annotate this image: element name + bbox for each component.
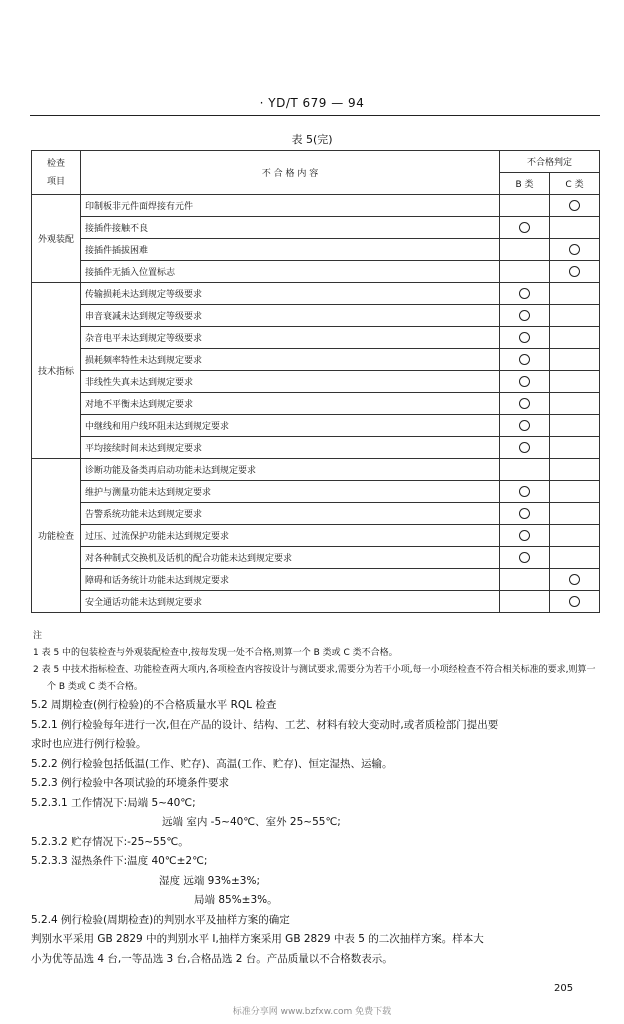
- nonconformity-text: 对各种制式交换机及话机的配合功能未达到规定要求: [81, 547, 500, 569]
- body-text: [31, 696, 601, 969]
- footer-watermark: 标准分享网 www.bzfxw.com 免费下载: [232, 1007, 392, 1017]
- b-class-mark-cell: [500, 371, 550, 393]
- c-class-mark-cell: [550, 327, 600, 349]
- c-class-mark-cell: [550, 459, 600, 481]
- c-class-mark-cell: [550, 481, 600, 503]
- c-class-mark-cell: [550, 569, 600, 591]
- circle-mark-icon: [519, 486, 530, 497]
- nonconformity-text: 平均接续时间未达到规定要求: [81, 437, 500, 459]
- nonconformity-text: 安全通话功能未达到规定要求: [81, 591, 500, 613]
- table-row: [32, 459, 600, 481]
- circle-mark-icon: [569, 200, 580, 211]
- table-title: 表 5(完): [291, 133, 333, 146]
- b-class-mark-cell: [500, 481, 550, 503]
- table-row: [32, 305, 600, 327]
- circle-mark-icon: [519, 552, 530, 563]
- c-class-mark-cell: [550, 415, 600, 437]
- c-class-mark-cell: [550, 217, 600, 239]
- nonconformity-text: 传输损耗未达到规定等级要求: [81, 283, 500, 305]
- section-5-2-2: 5.2.2 例行检验包括低温(工作、贮存)、高温(工作、贮存)、恒定湿热、运输。: [31, 757, 393, 770]
- table-row: [32, 547, 600, 569]
- b-class-mark-cell: [500, 327, 550, 349]
- circle-mark-icon: [519, 508, 530, 519]
- section-5-2-3: 5.2.3 例行检验中各项试验的环境条件要求: [31, 777, 230, 789]
- b-class-mark-cell: [500, 349, 550, 371]
- note-item-2: 2 表 5 中技术指标检查、功能检查两大项内,各项检查内容按设计与测试要求,需要分为若干小项,每一小项经检查不符合相关标准的要求,则算一个 B 类或 C 类不合格。: [33, 665, 596, 692]
- b-class-mark-cell: [500, 195, 550, 217]
- circle-mark-icon: [519, 310, 530, 321]
- table-row: [32, 217, 600, 239]
- c-class-mark-cell: [550, 195, 600, 217]
- circle-mark-icon: [519, 332, 530, 343]
- notes: [33, 628, 599, 696]
- nonconformity-text: 中继线和用户线环阻未达到规定要求: [81, 415, 500, 437]
- b-class-mark-cell: [500, 393, 550, 415]
- c-class-mark-cell: [550, 547, 600, 569]
- b-class-mark-cell: [500, 591, 550, 613]
- header-c-class: C 类: [550, 173, 600, 195]
- c-class-mark-cell: [550, 503, 600, 525]
- nonconformity-text: 损耗频率特性未达到规定要求: [81, 349, 500, 371]
- circle-mark-icon: [569, 266, 580, 277]
- nonconformity-text: 诊断功能及备类再启动功能未达到规定要求: [81, 459, 500, 481]
- table-row: [32, 371, 600, 393]
- category-cell: 技术指标: [32, 283, 81, 459]
- c-class-mark-cell: [550, 283, 600, 305]
- b-class-mark-cell: [500, 217, 550, 239]
- section-5-2: 5.2 周期检查(例行检验)的不合格质量水平 RQL 检查: [31, 699, 277, 711]
- section-5-2-3-1: 5.2.3.1 工作情况下:局端 5~40℃;: [31, 796, 196, 809]
- section-5-2-4: 5.2.4 例行检验(周期检查)的判别水平及抽样方案的确定: [31, 913, 290, 926]
- circle-mark-icon: [569, 574, 580, 585]
- c-class-mark-cell: [550, 393, 600, 415]
- category-cell: 外观装配: [32, 195, 81, 283]
- b-class-mark-cell: [500, 305, 550, 327]
- notes-heading: 注: [33, 631, 43, 641]
- section-5-2-1: 5.2.1 例行检验每年进行一次,但在产品的设计、结构、工艺、材料有较大变动时,或者质检部门提出要: [31, 718, 499, 731]
- header-rule: [30, 115, 600, 116]
- b-class-mark-cell: [500, 547, 550, 569]
- table-row: [32, 239, 600, 261]
- circle-mark-icon: [519, 222, 530, 233]
- document-header: · YD/T 679 — 94: [259, 96, 365, 110]
- b-class-mark-cell: [500, 415, 550, 437]
- page-number: 205: [554, 983, 574, 994]
- section-5-2-3-3-humidity: 湿度 远端 93%±3%;: [159, 874, 261, 887]
- c-class-mark-cell: [550, 591, 600, 613]
- b-class-mark-cell: [500, 437, 550, 459]
- note-item-1: 1 表 5 中的包装检查与外观装配检查中,按每发现一处不合格,则算一个 B 类或 C 类不合格。: [33, 648, 398, 658]
- section-5-2-3-3-local: 局端 85%±3%。: [194, 894, 278, 906]
- nonconformity-text: 接插件插拔困难: [81, 239, 500, 261]
- section-5-2-3-2: 5.2.3.2 贮存情况下:-25~55℃。: [31, 835, 189, 848]
- c-class-mark-cell: [550, 349, 600, 371]
- nonconformity-text: 告警系统功能未达到规定要求: [81, 503, 500, 525]
- circle-mark-icon: [569, 244, 580, 255]
- c-class-mark-cell: [550, 261, 600, 283]
- circle-mark-icon: [569, 596, 580, 607]
- section-5-2-3-1-remote: 远端 室内 -5~40℃、室外 25~55℃;: [162, 816, 341, 828]
- table-row: [32, 283, 600, 305]
- nonconformity-text: 接插件无插入位置标志: [81, 261, 500, 283]
- table-row: [32, 393, 600, 415]
- section-5-2-4-text-cont: 小为优等品选 4 台,一等品选 3 台,合格品选 2 台。产品质量以不合格数表示。: [31, 952, 393, 965]
- table-row: [32, 525, 600, 547]
- table-row: [32, 195, 600, 217]
- nonconformity-text: 障碍和话务统计功能未达到规定要求: [81, 569, 500, 591]
- header-item: [32, 151, 81, 195]
- section-5-2-4-text: 判别水平采用 GB 2829 中的判别水平 Ⅰ,抽样方案采用 GB 2829 中表 5 的二次抽样方案。样本大: [31, 933, 484, 945]
- table-row: [32, 591, 600, 613]
- c-class-mark-cell: [550, 437, 600, 459]
- header-b-class: B 类: [500, 173, 550, 195]
- table-row: [32, 415, 600, 437]
- nonconformity-text: 串音衰减未达到规定等级要求: [81, 305, 500, 327]
- c-class-mark-cell: [550, 305, 600, 327]
- section-5-2-3-3: 5.2.3.3 湿热条件下:温度 40℃±2℃;: [31, 855, 208, 867]
- b-class-mark-cell: [500, 503, 550, 525]
- b-class-mark-cell: [500, 239, 550, 261]
- c-class-mark-cell: [550, 525, 600, 547]
- nonconformity-table: [31, 150, 600, 613]
- nonconformity-text: 印制板非元件面焊接有元件: [81, 195, 500, 217]
- table-row: [32, 349, 600, 371]
- nonconformity-text: 维护与测量功能未达到规定要求: [81, 481, 500, 503]
- category-cell: 功能检查: [32, 459, 81, 613]
- header-judgement: 不合格判定: [500, 151, 600, 173]
- header-content: 不 合 格 内 容: [81, 151, 500, 195]
- circle-mark-icon: [519, 288, 530, 299]
- nonconformity-text: 杂音电平未达到规定等级要求: [81, 327, 500, 349]
- table-row: [32, 327, 600, 349]
- table-body: [32, 195, 600, 613]
- table-row: [32, 481, 600, 503]
- b-class-mark-cell: [500, 569, 550, 591]
- circle-mark-icon: [519, 398, 530, 409]
- circle-mark-icon: [519, 376, 530, 387]
- header-item-line2: 项目: [46, 176, 65, 187]
- b-class-mark-cell: [500, 525, 550, 547]
- nonconformity-text: 接插件接触不良: [81, 217, 500, 239]
- table-row: [32, 261, 600, 283]
- b-class-mark-cell: [500, 283, 550, 305]
- table-row: [32, 437, 600, 459]
- circle-mark-icon: [519, 354, 530, 365]
- nonconformity-text: 非线性失真未达到规定要求: [81, 371, 500, 393]
- c-class-mark-cell: [550, 371, 600, 393]
- circle-mark-icon: [519, 442, 530, 453]
- section-5-2-1-cont: 求时也应进行例行检验。: [31, 738, 147, 750]
- table-row: [32, 569, 600, 591]
- table-row: [32, 503, 600, 525]
- b-class-mark-cell: [500, 459, 550, 481]
- header-item-line1: 检查: [46, 158, 65, 169]
- circle-mark-icon: [519, 530, 530, 541]
- nonconformity-text: 过压、过流保护功能未达到规定要求: [81, 525, 500, 547]
- nonconformity-text: 对地不平衡未达到规定要求: [81, 393, 500, 415]
- b-class-mark-cell: [500, 261, 550, 283]
- circle-mark-icon: [519, 420, 530, 431]
- c-class-mark-cell: [550, 239, 600, 261]
